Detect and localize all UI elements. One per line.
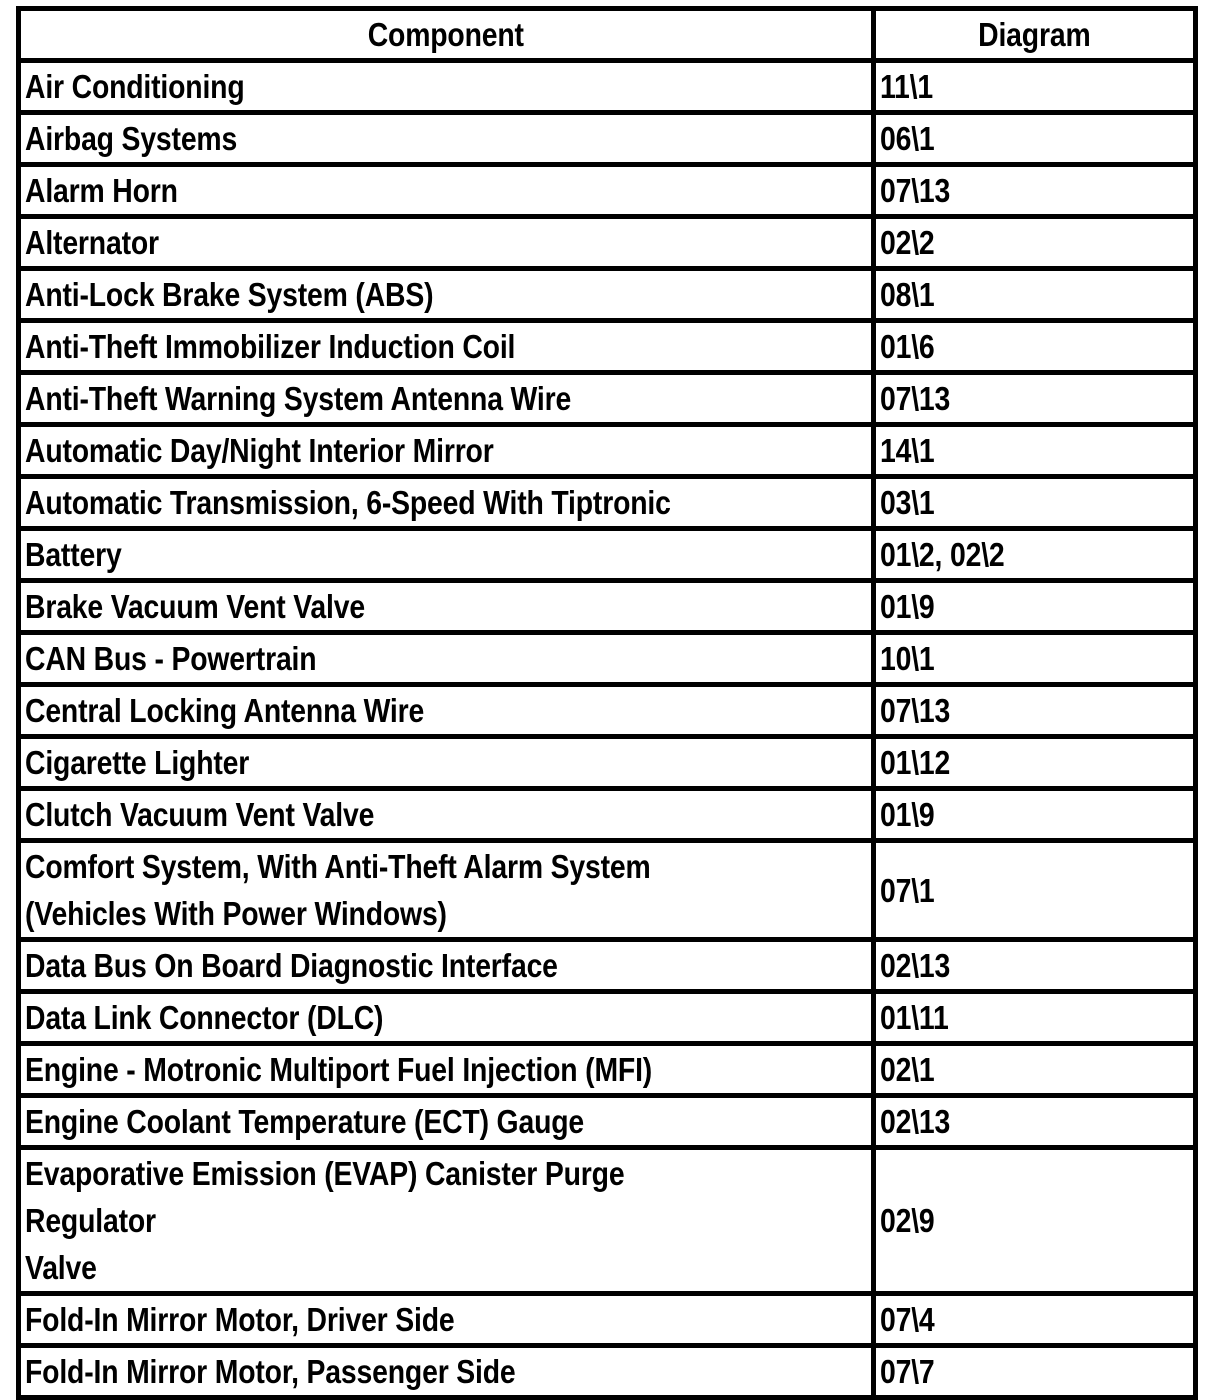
component-cell: Data Link Connector (DLC)	[19, 992, 874, 1044]
diagram-cell: 01\11	[874, 992, 1196, 1044]
component-cell: CAN Bus - Powertrain	[19, 633, 874, 685]
component-cell: Alternator	[19, 217, 874, 269]
component-cell: Cigarette Lighter	[19, 737, 874, 789]
diagram-cell: 07\4	[874, 1294, 1196, 1346]
component-diagram-table-wrapper	[16, 6, 1193, 1400]
table-row	[19, 425, 1196, 477]
table-row	[19, 1294, 1196, 1346]
diagram-cell: 08\1	[874, 269, 1196, 321]
component-cell: Brake Vacuum Vent Valve	[19, 581, 874, 633]
component-cell: Fold-In Mirror Motor, Driver Side	[19, 1294, 874, 1346]
component-cell: Engine - Motronic Multiport Fuel Injection (MFI)	[19, 1044, 874, 1096]
component-cell: Battery	[19, 529, 874, 581]
diagram-column-header: Diagram	[874, 9, 1196, 61]
table-row	[19, 61, 1196, 113]
diagram-cell: 02\2	[874, 217, 1196, 269]
component-cell: Automatic Transmission, 6-Speed With Tiptronic	[19, 477, 874, 529]
table-row	[19, 165, 1196, 217]
table-row	[19, 1148, 1196, 1294]
diagram-cell: 02\9	[874, 1148, 1196, 1294]
table-row	[19, 477, 1196, 529]
diagram-cell: 10\1	[874, 633, 1196, 685]
table-row	[19, 841, 1196, 940]
diagram-cell: 02\13	[874, 940, 1196, 992]
diagram-cell: 01\12	[874, 737, 1196, 789]
component-cell: Airbag Systems	[19, 113, 874, 165]
table-row	[19, 321, 1196, 373]
component-cell: Alarm Horn	[19, 165, 874, 217]
table-header-row	[19, 9, 1196, 61]
diagram-cell: 06\1	[874, 113, 1196, 165]
component-cell: Anti-Lock Brake System (ABS)	[19, 269, 874, 321]
component-cell: Evaporative Emission (EVAP) Canister Purge Regulator Valve	[19, 1148, 874, 1294]
table-row	[19, 529, 1196, 581]
diagram-cell: 07\13	[874, 373, 1196, 425]
diagram-cell: 11\1	[874, 61, 1196, 113]
table-row	[19, 789, 1196, 841]
diagram-cell: 07\1	[874, 841, 1196, 940]
diagram-cell: 07\7	[874, 1346, 1196, 1398]
component-cell: Central Locking Antenna Wire	[19, 685, 874, 737]
diagram-cell: 02\1	[874, 1044, 1196, 1096]
table-row	[19, 737, 1196, 789]
table-row	[19, 581, 1196, 633]
table-row	[19, 269, 1196, 321]
component-cell: Air Conditioning	[19, 61, 874, 113]
table-row	[19, 1044, 1196, 1096]
table-row	[19, 373, 1196, 425]
diagram-cell: 02\13	[874, 1096, 1196, 1148]
diagram-cell: 01\6	[874, 321, 1196, 373]
diagram-cell: 07\13	[874, 685, 1196, 737]
component-cell: Comfort System, With Anti-Theft Alarm System (Vehicles With Power Windows)	[19, 841, 874, 940]
component-cell: Automatic Day/Night Interior Mirror	[19, 425, 874, 477]
table-row	[19, 992, 1196, 1044]
component-column-header: Component	[19, 9, 874, 61]
diagram-cell: 14\1	[874, 425, 1196, 477]
table-row	[19, 1096, 1196, 1148]
table-row	[19, 217, 1196, 269]
table-row	[19, 685, 1196, 737]
component-cell: Fold-In Mirror Motor, Passenger Side	[19, 1346, 874, 1398]
table-row	[19, 633, 1196, 685]
component-cell: Data Bus On Board Diagnostic Interface	[19, 940, 874, 992]
table-row	[19, 1346, 1196, 1398]
diagram-cell: 01\9	[874, 789, 1196, 841]
component-cell: Anti-Theft Immobilizer Induction Coil	[19, 321, 874, 373]
diagram-cell: 01\9	[874, 581, 1196, 633]
diagram-cell: 01\2, 02\2	[874, 529, 1196, 581]
table-row	[19, 113, 1196, 165]
component-cell: Engine Coolant Temperature (ECT) Gauge	[19, 1096, 874, 1148]
component-cell: Anti-Theft Warning System Antenna Wire	[19, 373, 874, 425]
component-cell: Clutch Vacuum Vent Valve	[19, 789, 874, 841]
diagram-cell: 07\13	[874, 165, 1196, 217]
component-diagram-table	[16, 6, 1198, 1400]
diagram-cell: 03\1	[874, 477, 1196, 529]
table-row	[19, 940, 1196, 992]
